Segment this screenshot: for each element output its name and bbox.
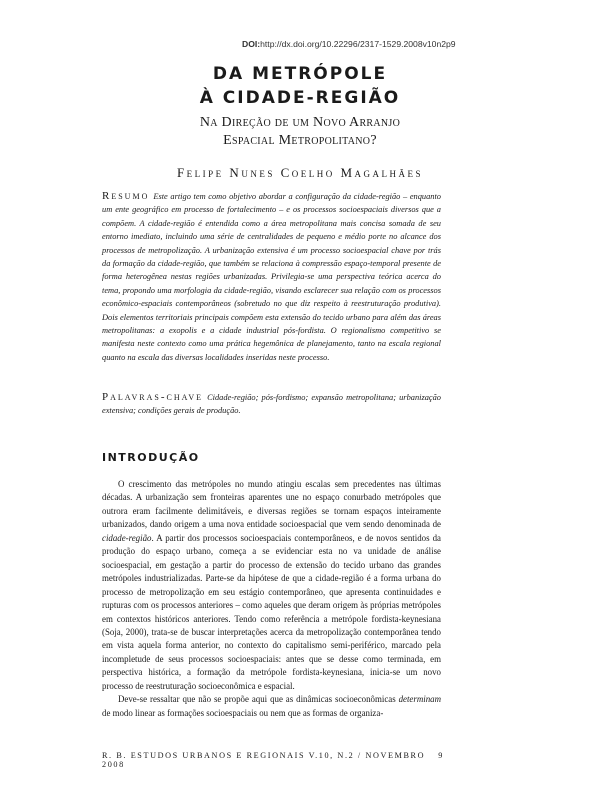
journal-reference: R. B. ESTUDOS URBANOS E REGIONAIS V.10, N.2 / NOVEMBRO 2008 (102, 751, 426, 769)
paragraph-1 (102, 478, 441, 693)
p2-part-a: Deve-se ressaltar que não se propõe aqui que as dinâmicas socioeconômicas (118, 694, 399, 705)
title-line-2: À CIDADE-REGIÃO (199, 88, 401, 108)
p1-part-a: O crescimento das metrópoles no mundo atingiu escalas sem precedentes nas últimas décadas. A urbanização sem fronteiras aparentes une no espaço conurbado metrópoles que outrora eram facilmente delimitáveis, e diversas regiões se tornam espaços inteiramente urbanizados, dando origem a uma nova entidade socioespacial que vem sendo denominada de (102, 479, 441, 530)
doi-label: DOI: (242, 39, 261, 49)
page-number: 9 (438, 751, 444, 760)
keywords-label: Palavras-chave (102, 391, 204, 403)
subtitle-line-1: Na Direção de um Novo Arranjo (199, 115, 401, 130)
p1-part-b: . A partir dos processos socioespaciais contemporâneos, e de novos sentidos da produção do espaço urbano, começa a se evidenciar esta no va unidade de análise socioespacial, em gestação a partir do processo de extensão do tecido urbano das grandes metrópoles industrializadas. Parte-se da hipótese de que a cidade-região é a forma urbana do processo de metropolização em seu estágio contemporâneo, que apresenta continuidades e rupturas com os processos anteriores – como aqueles que deram origem às próprias metrópoles em contextos históricos anteriores. Tendo como referência a metrópole fordista-keynesiana (Soja, 2000), trata-se de buscar interpretações acerca da metropolização contemporânea tendo em vista aquela forma anterior, no contexto do capitalismo semi-periférico, marcado pela incompletude de seus processos socioespaciais: antes que se desse como terminada, em perspectiva histórica, a formação da metrópole fordista-keynesiana, inicia-se um novo processo de reestruturação socioeconômica e espacial. (102, 532, 441, 691)
page-footer (102, 751, 444, 769)
doi-url[interactable]: http://dx.doi.org/10.22296/2317-1529.2008v10n2p9 (260, 39, 456, 49)
keywords (102, 391, 441, 418)
p2-emphasis: determinam (398, 694, 441, 705)
paragraph-2 (102, 693, 441, 720)
body-text (102, 478, 441, 720)
title-line-1: DA METRÓPOLE (212, 64, 388, 84)
p2-part-b: de modo linear as formações socioespaciais ou nem que as formas de organiza- (102, 707, 384, 718)
abstract (102, 190, 441, 364)
abstract-label: Resumo (102, 190, 150, 202)
p1-emphasis: cidade-região (102, 532, 152, 543)
doi-line (242, 39, 456, 49)
author-name: Felipe Nunes Coelho Magalhães (176, 165, 424, 180)
section-heading: INTRODUÇÃO (102, 451, 200, 464)
subtitle-line-2: Espacial Metropolitano? (223, 133, 377, 148)
abstract-text: Este artigo tem como objetivo abordar a configuração da cidade-região – enquanto um ente geográfico em processo de fortalecimento – e os processos socioespaciais diversos que a compõem. A cidade-região é entendida como a área metropolitana mais concisa somada de seu entorno imediato, incluindo uma série de centralidades de pequeno e médio porte no alcance dos processos de metropolização. A urbanização extensiva é um processo socioespacial chave por trás da formação da cidade-região, que também se relaciona à compressão espaço-temporal presente de forma heterogênea nestas regiões urbanizadas. Privilegia-se uma perspectiva teórica acerca do tema, propondo uma morfologia da cidade-região, visando esclarecer sua relação com os processos econômico-espaciais contemporâneos (sobretudo no que diz respeito à reestruturação produtiva). Dois elementos territoriais principais compõem esta extensão do tecido urbano para além das áreas metropolitanas: a exopolis e a cidade industrial pós-fordista. O regionalismo competitivo se manifesta neste contexto como uma prática hegemônica de planejamento, tanto na escala regional quanto na escala das diversas localidades inseridas neste processo. (102, 192, 441, 362)
keywords-text: Cidade-região; pós-fordismo; expansão metropolitana; urbanização extensiva; condições gerais de produção. (102, 393, 441, 416)
